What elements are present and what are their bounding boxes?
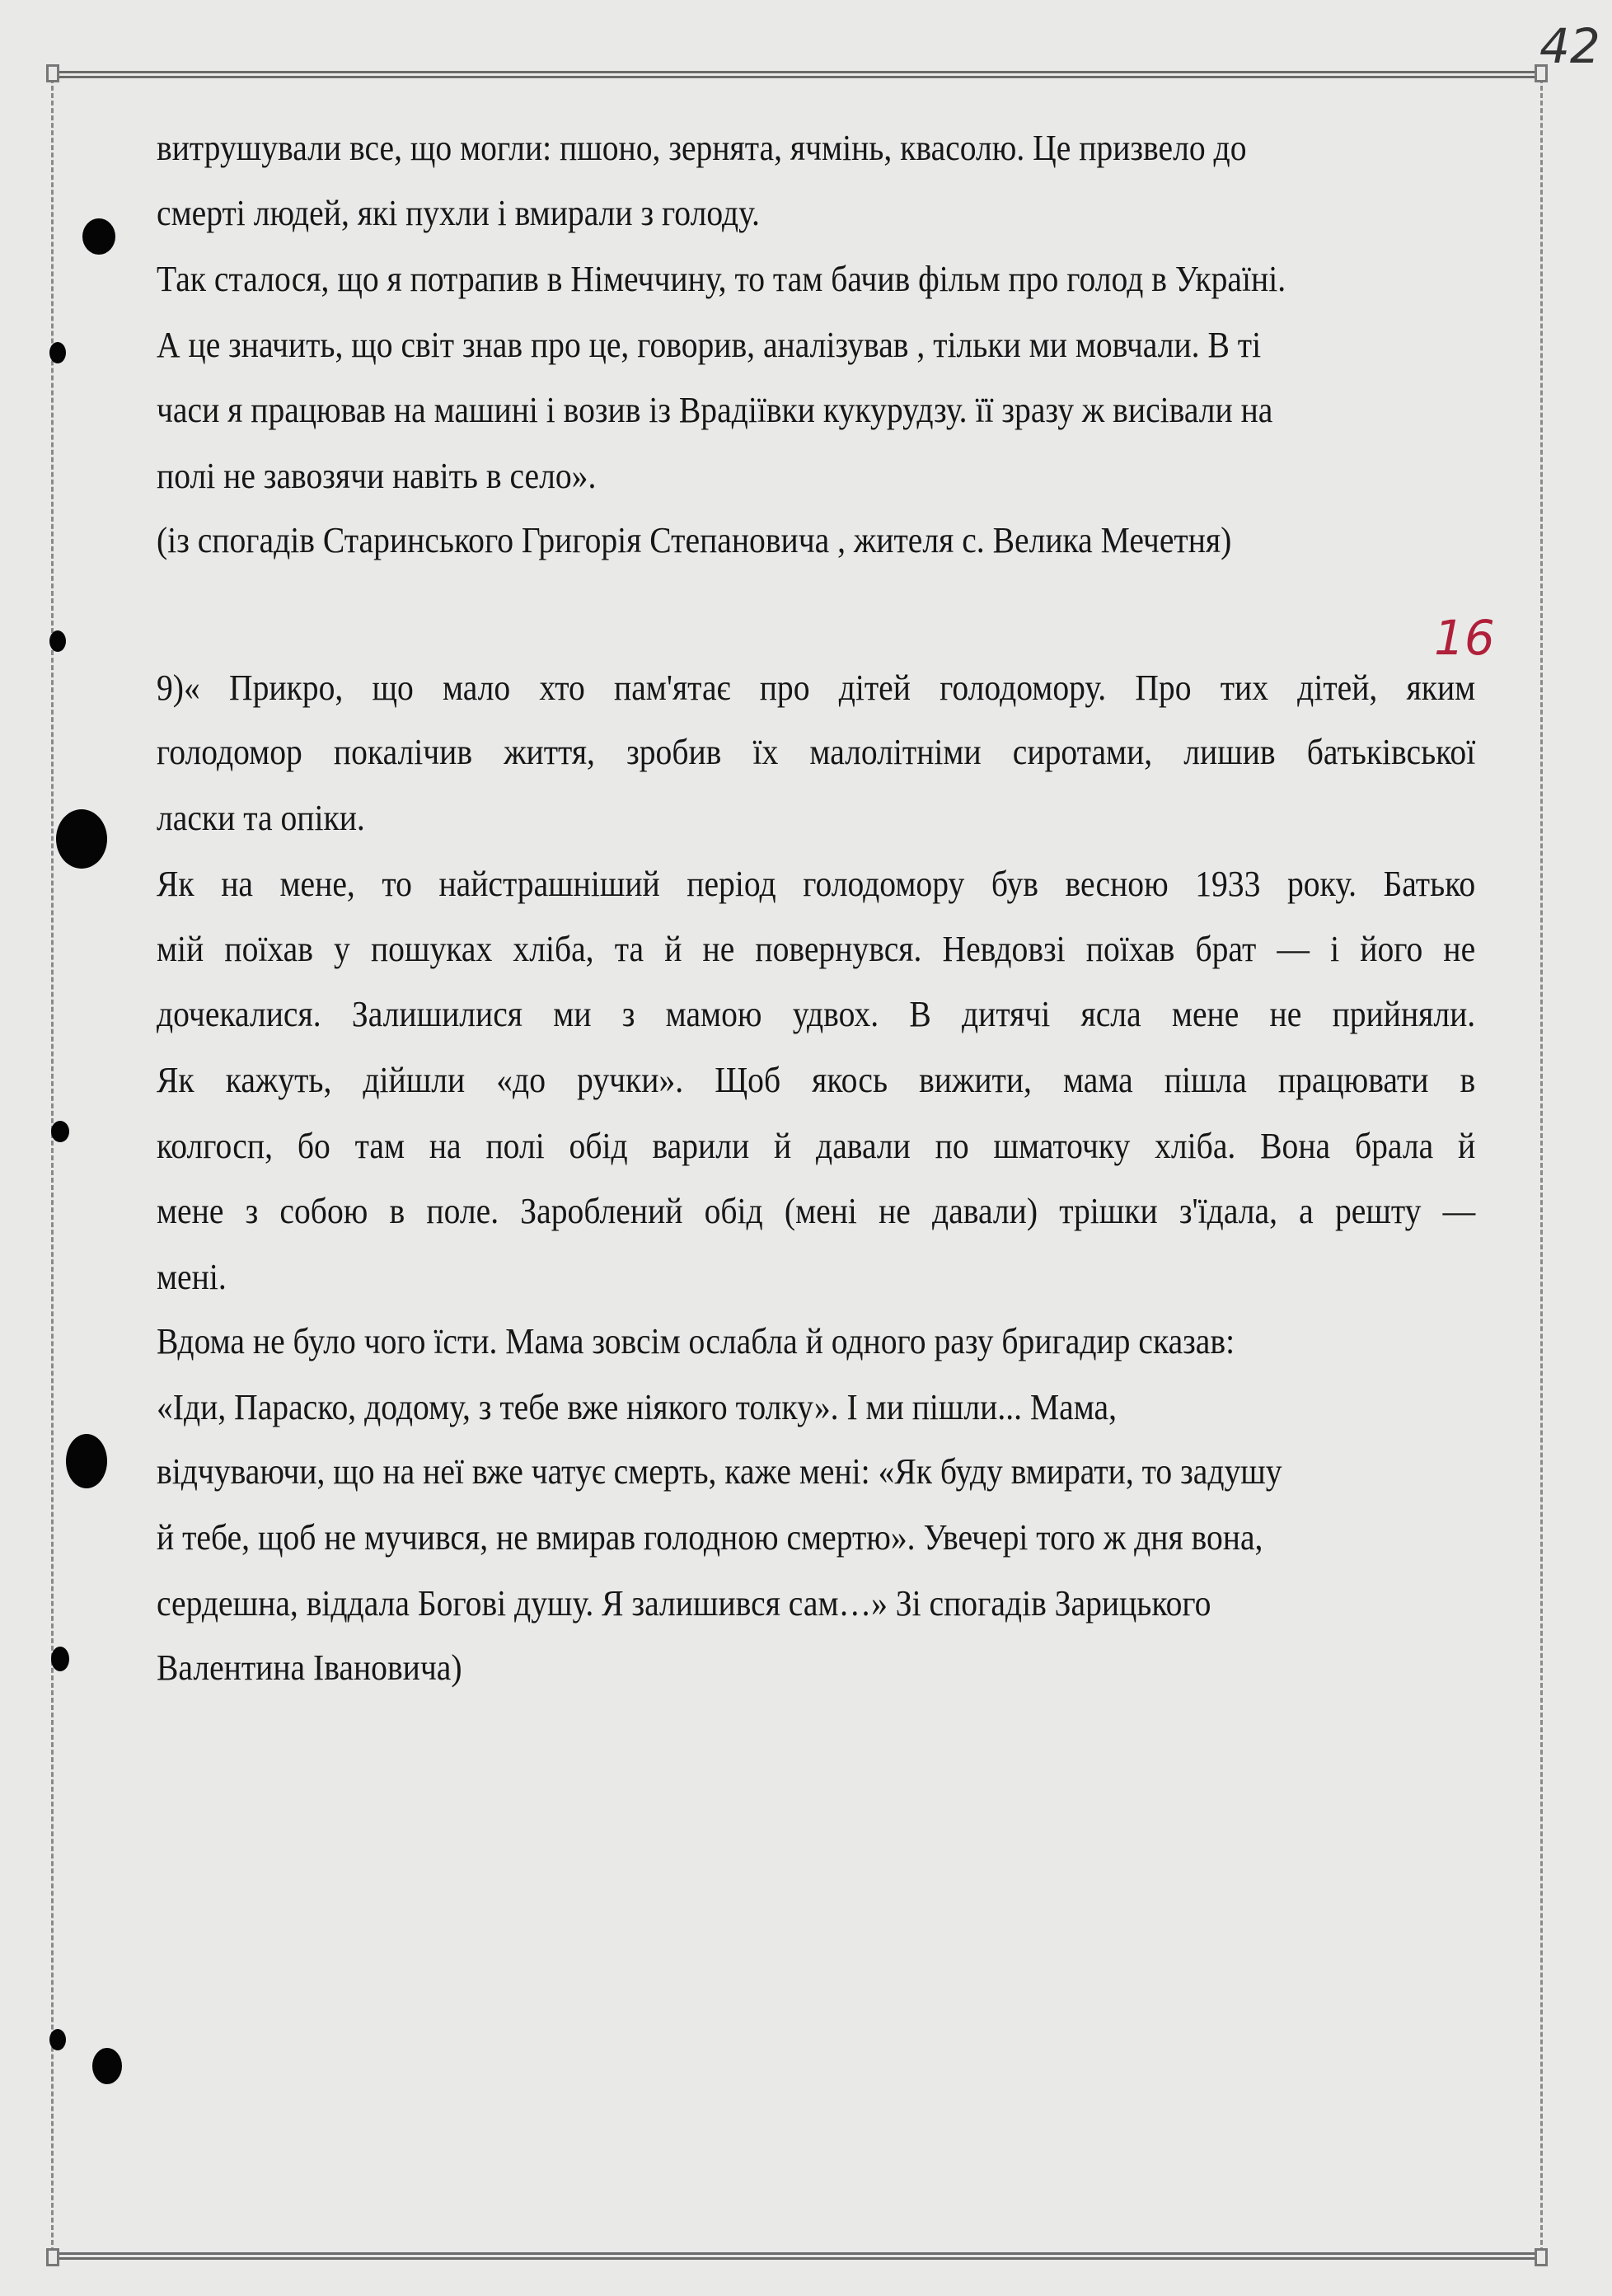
punch-hole	[51, 1647, 69, 1671]
punch-hole	[49, 342, 66, 363]
text-line: смерті людей, які пухли і вмирали з голоду.	[157, 193, 760, 233]
text-line: Вдома не було чого їсти. Мама зовсім ослабла й одного разу бригадир сказав:	[157, 1321, 1235, 1361]
text-line: Як на мене, то найстрашніший період голодомору був весною 1933 року. Батько	[157, 864, 1476, 904]
punch-hole	[49, 630, 66, 652]
text-line: 9)« Прикро, що мало хто пам'ятає про дітей голодомору. Про тих дітей, яким	[157, 668, 1476, 708]
border-corner	[46, 2248, 59, 2266]
punch-hole	[56, 809, 107, 869]
punch-hole	[82, 218, 115, 255]
text-line: А це значить, що світ знав про це, говорив, аналізував , тільки ми мовчали. В ті	[157, 325, 1262, 365]
text-line: часи я працював на машині і возив із Врадіївки кукурудзу. її зразу ж висівали на	[157, 390, 1273, 430]
source-citation: (із спогадів Старинського Григорія Степановича , жителя с. Велика Мечетня)	[157, 520, 1232, 560]
text-line: мій поїхав у пошуках хліба, та й не повернувся. Невдовзі поїхав брат — і його не	[157, 929, 1476, 969]
section-number-handwritten: 16	[1434, 610, 1495, 666]
source-citation: Валентина Івановича)	[157, 1647, 462, 1688]
text-line: мене з собою в поле. Зароблений обід (мені не давали) трішки з'їдала, а решту —	[157, 1191, 1476, 1231]
text-line: мені.	[157, 1257, 227, 1297]
text-line: сердешна, віддала Богові душу. Я залишився сам…» Зі спогадів Зарицького	[157, 1583, 1211, 1624]
text-line: відчуваючи, що на неї вже чатує смерть, каже мені: «Як буду вмирати, то задушу	[157, 1451, 1282, 1492]
text-line: Так сталося, що я потрапив в Німеччину, то там бачив фільм про голод в Україні.	[157, 259, 1286, 299]
text-line: витрушували все, що могли: пшоно, зернята, ячмінь, квасолю. Це призвело до	[157, 128, 1247, 168]
text-line: «Іди, Параско, додому, з тебе вже ніякого толку». І ми пішли... Мама,	[157, 1387, 1117, 1427]
text-line: голодомор покалічив життя, зробив їх малолітніми сиротами, лишив батьківської	[157, 732, 1476, 772]
punch-hole	[51, 1121, 69, 1142]
punch-hole	[49, 2029, 66, 2050]
border-corner	[1535, 2248, 1548, 2266]
text-line: ласки та опіки.	[157, 798, 365, 838]
text-line: полі не завозячи навіть в село».	[157, 456, 597, 496]
text-line: Як кажуть, дійшли «до ручки». Щоб якось вижити, мама пішла працювати в	[157, 1060, 1476, 1100]
text-line: й тебе, щоб не мучився, не вмирав голодною смертю». Увечері того ж дня вона,	[157, 1517, 1263, 1558]
text-line: дочекалися. Залишилися ми з мамою удвох. В дитячі ясла мене не прийняли.	[157, 994, 1476, 1034]
punch-hole	[66, 1434, 107, 1488]
page-number-handwritten: 42	[1539, 18, 1600, 74]
punch-hole	[92, 2048, 122, 2084]
border-corner	[46, 64, 59, 82]
text-line: колгосп, бо там на полі обід варили й давали по шматочку хліба. Вона брала й	[157, 1126, 1476, 1166]
